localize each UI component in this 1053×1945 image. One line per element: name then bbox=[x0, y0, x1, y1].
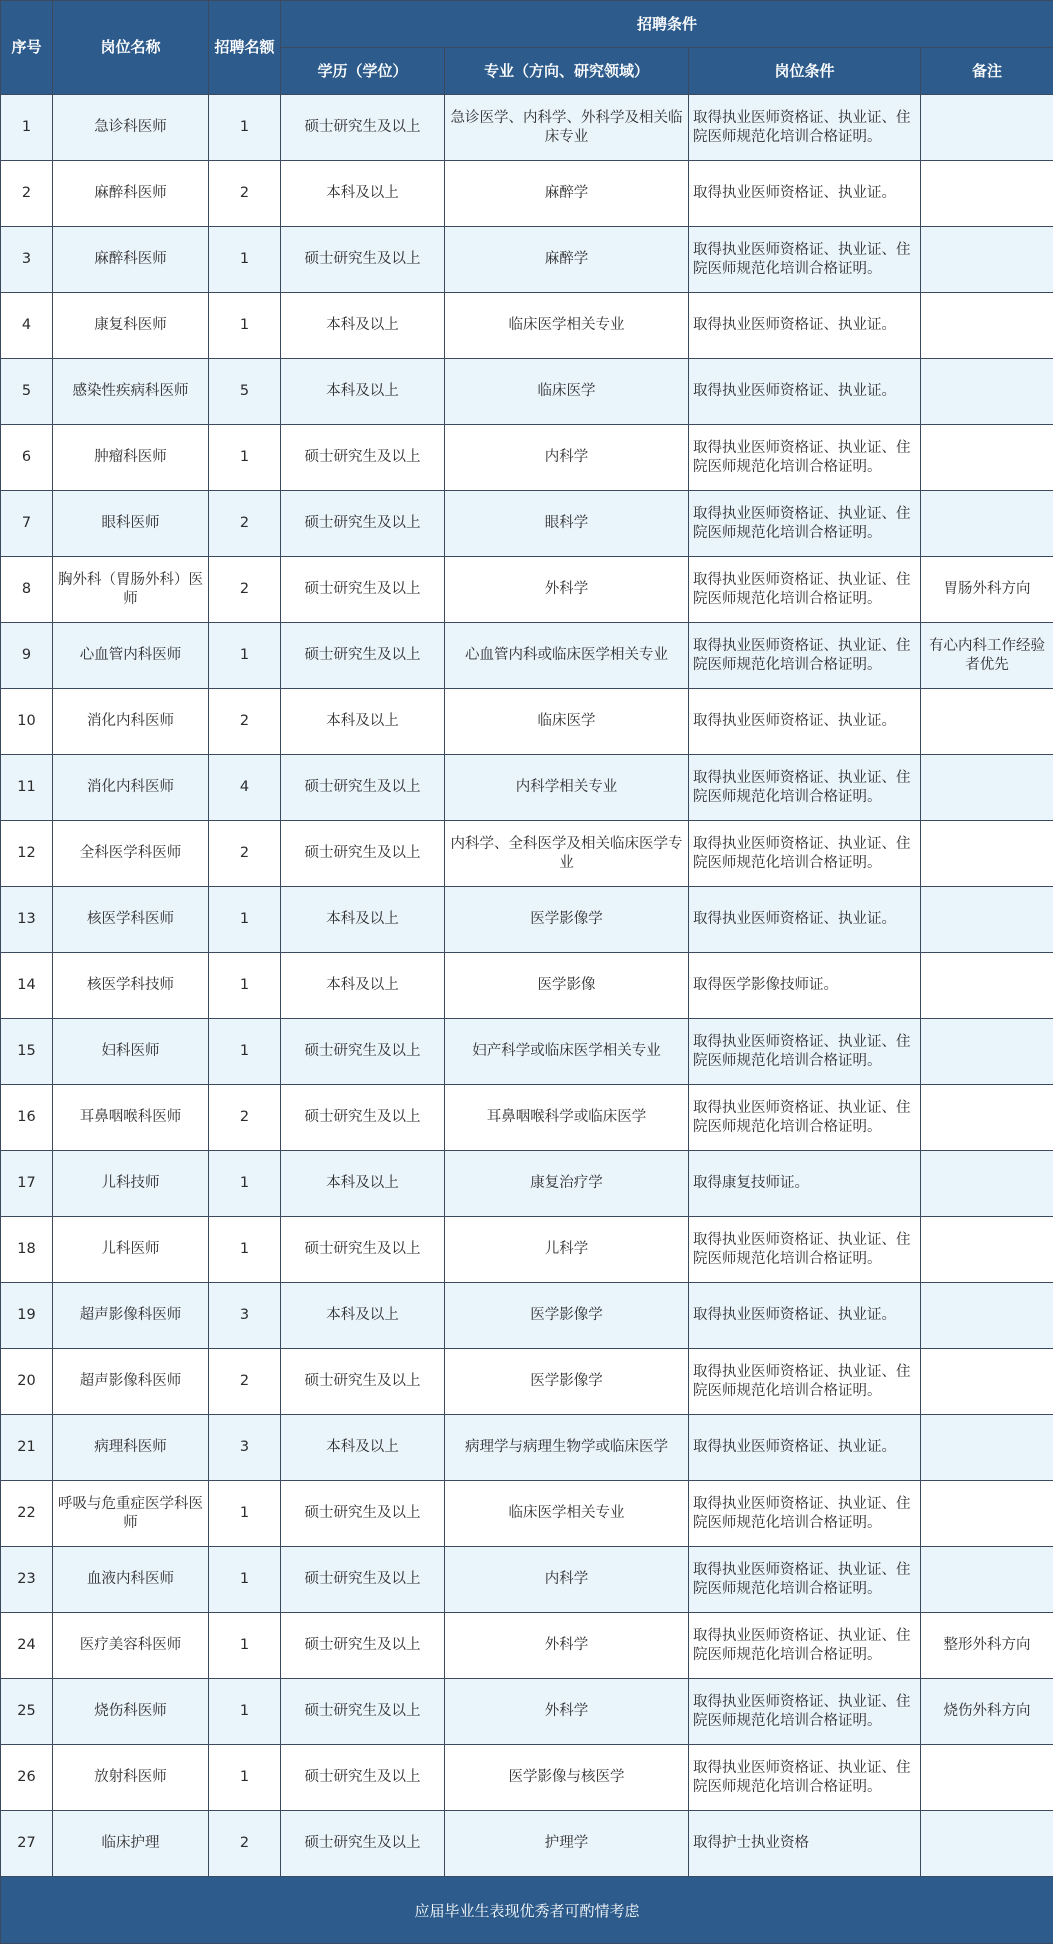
cell-req: 取得执业医师资格证、执业证、住院医师规范化培训合格证明。 bbox=[689, 1547, 921, 1613]
cell-remark bbox=[921, 1151, 1053, 1217]
cell-req: 取得执业医师资格证、执业证、住院医师规范化培训合格证明。 bbox=[689, 623, 921, 689]
cell-quota: 1 bbox=[209, 1547, 281, 1613]
table-row bbox=[1, 227, 1053, 293]
cell-remark bbox=[921, 821, 1053, 887]
cell-degree: 硕士研究生及以上 bbox=[281, 1019, 445, 1085]
cell-name: 感染性疾病科医师 bbox=[53, 359, 209, 425]
header-major: 专业（方向、研究领域） bbox=[445, 48, 689, 95]
cell-name: 血液内科医师 bbox=[53, 1547, 209, 1613]
cell-major: 急诊医学、内科学、外科学及相关临床专业 bbox=[445, 95, 689, 161]
cell-major: 麻醉学 bbox=[445, 161, 689, 227]
cell-major: 护理学 bbox=[445, 1811, 689, 1877]
cell-quota: 2 bbox=[209, 821, 281, 887]
cell-quota: 1 bbox=[209, 953, 281, 1019]
table-row bbox=[1, 755, 1053, 821]
cell-name: 妇科医师 bbox=[53, 1019, 209, 1085]
cell-name: 肿瘤科医师 bbox=[53, 425, 209, 491]
cell-quota: 2 bbox=[209, 557, 281, 623]
cell-remark bbox=[921, 755, 1053, 821]
cell-req: 取得执业医师资格证、执业证、住院医师规范化培训合格证明。 bbox=[689, 227, 921, 293]
cell-quota: 2 bbox=[209, 161, 281, 227]
cell-no: 23 bbox=[1, 1547, 53, 1613]
cell-req: 取得医学影像技师证。 bbox=[689, 953, 921, 1019]
cell-no: 9 bbox=[1, 623, 53, 689]
cell-major: 医学影像学 bbox=[445, 887, 689, 953]
header-req: 岗位条件 bbox=[689, 48, 921, 95]
cell-req: 取得执业医师资格证、执业证、住院医师规范化培训合格证明。 bbox=[689, 1679, 921, 1745]
cell-name: 麻醉科医师 bbox=[53, 227, 209, 293]
cell-quota: 1 bbox=[209, 623, 281, 689]
cell-name: 消化内科医师 bbox=[53, 755, 209, 821]
cell-quota: 1 bbox=[209, 1679, 281, 1745]
cell-major: 妇产科学或临床医学相关专业 bbox=[445, 1019, 689, 1085]
cell-degree: 硕士研究生及以上 bbox=[281, 1481, 445, 1547]
cell-no: 12 bbox=[1, 821, 53, 887]
header-remark: 备注 bbox=[921, 48, 1053, 95]
cell-remark bbox=[921, 425, 1053, 491]
cell-no: 3 bbox=[1, 227, 53, 293]
cell-degree: 硕士研究生及以上 bbox=[281, 491, 445, 557]
cell-no: 16 bbox=[1, 1085, 53, 1151]
cell-no: 17 bbox=[1, 1151, 53, 1217]
table-row bbox=[1, 95, 1053, 161]
cell-req: 取得执业医师资格证、执业证、住院医师规范化培训合格证明。 bbox=[689, 425, 921, 491]
table-row bbox=[1, 1811, 1053, 1877]
header-no: 序号 bbox=[1, 1, 53, 95]
table-row bbox=[1, 293, 1053, 359]
cell-req: 取得执业医师资格证、执业证。 bbox=[689, 689, 921, 755]
table-row bbox=[1, 1085, 1053, 1151]
cell-degree: 硕士研究生及以上 bbox=[281, 821, 445, 887]
cell-req: 取得执业医师资格证、执业证、住院医师规范化培训合格证明。 bbox=[689, 95, 921, 161]
table-row bbox=[1, 1481, 1053, 1547]
cell-quota: 1 bbox=[209, 1019, 281, 1085]
cell-req: 取得执业医师资格证、执业证、住院医师规范化培训合格证明。 bbox=[689, 755, 921, 821]
cell-req: 取得执业医师资格证、执业证、住院医师规范化培训合格证明。 bbox=[689, 1613, 921, 1679]
table-row bbox=[1, 1547, 1053, 1613]
cell-remark: 胃肠外科方向 bbox=[921, 557, 1053, 623]
table-row bbox=[1, 359, 1053, 425]
cell-no: 8 bbox=[1, 557, 53, 623]
cell-remark bbox=[921, 1415, 1053, 1481]
cell-name: 心血管内科医师 bbox=[53, 623, 209, 689]
table-row bbox=[1, 1019, 1053, 1085]
cell-degree: 本科及以上 bbox=[281, 161, 445, 227]
cell-major: 外科学 bbox=[445, 1613, 689, 1679]
cell-no: 22 bbox=[1, 1481, 53, 1547]
cell-no: 18 bbox=[1, 1217, 53, 1283]
cell-degree: 硕士研究生及以上 bbox=[281, 1349, 445, 1415]
table-row bbox=[1, 491, 1053, 557]
cell-quota: 2 bbox=[209, 1349, 281, 1415]
cell-req: 取得执业医师资格证、执业证、住院医师规范化培训合格证明。 bbox=[689, 1745, 921, 1811]
table-row bbox=[1, 1679, 1053, 1745]
table-row bbox=[1, 425, 1053, 491]
cell-no: 1 bbox=[1, 95, 53, 161]
table-row bbox=[1, 1151, 1053, 1217]
cell-remark bbox=[921, 491, 1053, 557]
cell-no: 6 bbox=[1, 425, 53, 491]
cell-quota: 3 bbox=[209, 1415, 281, 1481]
cell-req: 取得执业医师资格证、执业证。 bbox=[689, 1283, 921, 1349]
cell-remark: 烧伤外科方向 bbox=[921, 1679, 1053, 1745]
cell-req: 取得执业医师资格证、执业证、住院医师规范化培训合格证明。 bbox=[689, 491, 921, 557]
cell-degree: 硕士研究生及以上 bbox=[281, 1679, 445, 1745]
cell-req: 取得执业医师资格证、执业证、住院医师规范化培训合格证明。 bbox=[689, 1481, 921, 1547]
header-quota: 招聘名额 bbox=[209, 1, 281, 95]
cell-major: 临床医学相关专业 bbox=[445, 293, 689, 359]
cell-quota: 4 bbox=[209, 755, 281, 821]
cell-degree: 硕士研究生及以上 bbox=[281, 95, 445, 161]
cell-req: 取得执业医师资格证、执业证。 bbox=[689, 359, 921, 425]
cell-degree: 本科及以上 bbox=[281, 1415, 445, 1481]
cell-name: 康复科医师 bbox=[53, 293, 209, 359]
cell-degree: 本科及以上 bbox=[281, 689, 445, 755]
cell-degree: 本科及以上 bbox=[281, 953, 445, 1019]
cell-no: 20 bbox=[1, 1349, 53, 1415]
cell-no: 27 bbox=[1, 1811, 53, 1877]
cell-name: 急诊科医师 bbox=[53, 95, 209, 161]
cell-quota: 1 bbox=[209, 1745, 281, 1811]
cell-remark bbox=[921, 1745, 1053, 1811]
cell-major: 耳鼻咽喉科学或临床医学 bbox=[445, 1085, 689, 1151]
cell-no: 5 bbox=[1, 359, 53, 425]
cell-major: 临床医学相关专业 bbox=[445, 1481, 689, 1547]
table-row bbox=[1, 623, 1053, 689]
cell-no: 7 bbox=[1, 491, 53, 557]
cell-remark: 整形外科方向 bbox=[921, 1613, 1053, 1679]
cell-no: 11 bbox=[1, 755, 53, 821]
cell-degree: 硕士研究生及以上 bbox=[281, 755, 445, 821]
cell-remark: 有心内科工作经验者优先 bbox=[921, 623, 1053, 689]
cell-no: 21 bbox=[1, 1415, 53, 1481]
cell-degree: 硕士研究生及以上 bbox=[281, 1613, 445, 1679]
cell-name: 超声影像科医师 bbox=[53, 1349, 209, 1415]
cell-major: 儿科学 bbox=[445, 1217, 689, 1283]
cell-req: 取得执业医师资格证、执业证。 bbox=[689, 1415, 921, 1481]
cell-quota: 1 bbox=[209, 227, 281, 293]
cell-name: 眼科医师 bbox=[53, 491, 209, 557]
header-name: 岗位名称 bbox=[53, 1, 209, 95]
cell-degree: 硕士研究生及以上 bbox=[281, 623, 445, 689]
cell-req: 取得护士执业资格 bbox=[689, 1811, 921, 1877]
cell-degree: 硕士研究生及以上 bbox=[281, 1745, 445, 1811]
table-row bbox=[1, 161, 1053, 227]
table-row bbox=[1, 821, 1053, 887]
cell-quota: 2 bbox=[209, 1811, 281, 1877]
cell-remark bbox=[921, 887, 1053, 953]
cell-name: 儿科技师 bbox=[53, 1151, 209, 1217]
table-row bbox=[1, 1745, 1053, 1811]
table-row bbox=[1, 1415, 1053, 1481]
cell-major: 病理学与病理生物学或临床医学 bbox=[445, 1415, 689, 1481]
cell-quota: 1 bbox=[209, 1613, 281, 1679]
table-row bbox=[1, 1349, 1053, 1415]
cell-quota: 1 bbox=[209, 1217, 281, 1283]
cell-remark bbox=[921, 1811, 1053, 1877]
cell-quota: 1 bbox=[209, 425, 281, 491]
cell-degree: 本科及以上 bbox=[281, 887, 445, 953]
cell-no: 19 bbox=[1, 1283, 53, 1349]
footer-note: 应届毕业生表现优秀者可酌情考虑 bbox=[1, 1877, 1053, 1944]
cell-no: 24 bbox=[1, 1613, 53, 1679]
cell-degree: 本科及以上 bbox=[281, 1151, 445, 1217]
cell-req: 取得执业医师资格证、执业证、住院医师规范化培训合格证明。 bbox=[689, 1349, 921, 1415]
cell-name: 超声影像科医师 bbox=[53, 1283, 209, 1349]
cell-major: 医学影像与核医学 bbox=[445, 1745, 689, 1811]
cell-remark bbox=[921, 1019, 1053, 1085]
cell-no: 10 bbox=[1, 689, 53, 755]
cell-remark bbox=[921, 95, 1053, 161]
cell-major: 内科学 bbox=[445, 1547, 689, 1613]
cell-remark bbox=[921, 1481, 1053, 1547]
header-degree: 学历（学位） bbox=[281, 48, 445, 95]
table-body bbox=[1, 95, 1053, 1877]
cell-quota: 1 bbox=[209, 887, 281, 953]
cell-name: 耳鼻咽喉科医师 bbox=[53, 1085, 209, 1151]
cell-req: 取得执业医师资格证、执业证。 bbox=[689, 887, 921, 953]
table-row bbox=[1, 1613, 1053, 1679]
cell-quota: 2 bbox=[209, 689, 281, 755]
cell-degree: 硕士研究生及以上 bbox=[281, 1085, 445, 1151]
cell-name: 核医学科医师 bbox=[53, 887, 209, 953]
table-row bbox=[1, 1217, 1053, 1283]
cell-no: 15 bbox=[1, 1019, 53, 1085]
cell-name: 医疗美容科医师 bbox=[53, 1613, 209, 1679]
cell-major: 外科学 bbox=[445, 557, 689, 623]
cell-req: 取得执业医师资格证、执业证、住院医师规范化培训合格证明。 bbox=[689, 557, 921, 623]
cell-major: 内科学相关专业 bbox=[445, 755, 689, 821]
cell-major: 眼科学 bbox=[445, 491, 689, 557]
cell-remark bbox=[921, 1283, 1053, 1349]
header-conditions: 招聘条件 bbox=[281, 1, 1053, 48]
cell-no: 26 bbox=[1, 1745, 53, 1811]
cell-name: 麻醉科医师 bbox=[53, 161, 209, 227]
cell-req: 取得执业医师资格证、执业证、住院医师规范化培训合格证明。 bbox=[689, 1019, 921, 1085]
cell-name: 消化内科医师 bbox=[53, 689, 209, 755]
cell-name: 放射科医师 bbox=[53, 1745, 209, 1811]
cell-no: 13 bbox=[1, 887, 53, 953]
cell-remark bbox=[921, 1547, 1053, 1613]
cell-degree: 硕士研究生及以上 bbox=[281, 1217, 445, 1283]
cell-degree: 本科及以上 bbox=[281, 359, 445, 425]
cell-req: 取得执业医师资格证、执业证。 bbox=[689, 293, 921, 359]
cell-no: 25 bbox=[1, 1679, 53, 1745]
cell-name: 烧伤科医师 bbox=[53, 1679, 209, 1745]
cell-name: 临床护理 bbox=[53, 1811, 209, 1877]
cell-name: 胸外科（胃肠外科）医师 bbox=[53, 557, 209, 623]
cell-major: 内科学 bbox=[445, 425, 689, 491]
cell-no: 14 bbox=[1, 953, 53, 1019]
cell-major: 临床医学 bbox=[445, 359, 689, 425]
cell-degree: 硕士研究生及以上 bbox=[281, 1811, 445, 1877]
cell-major: 康复治疗学 bbox=[445, 1151, 689, 1217]
cell-remark bbox=[921, 227, 1053, 293]
cell-remark bbox=[921, 293, 1053, 359]
cell-quota: 1 bbox=[209, 1151, 281, 1217]
table-row bbox=[1, 557, 1053, 623]
cell-degree: 本科及以上 bbox=[281, 1283, 445, 1349]
cell-quota: 2 bbox=[209, 491, 281, 557]
table-row bbox=[1, 689, 1053, 755]
cell-degree: 本科及以上 bbox=[281, 293, 445, 359]
cell-major: 临床医学 bbox=[445, 689, 689, 755]
cell-name: 全科医学科医师 bbox=[53, 821, 209, 887]
cell-major: 心血管内科或临床医学相关专业 bbox=[445, 623, 689, 689]
cell-name: 儿科医师 bbox=[53, 1217, 209, 1283]
cell-name: 核医学科技师 bbox=[53, 953, 209, 1019]
cell-degree: 硕士研究生及以上 bbox=[281, 1547, 445, 1613]
cell-no: 2 bbox=[1, 161, 53, 227]
cell-major: 医学影像 bbox=[445, 953, 689, 1019]
cell-req: 取得执业医师资格证、执业证。 bbox=[689, 161, 921, 227]
cell-req: 取得执业医师资格证、执业证、住院医师规范化培训合格证明。 bbox=[689, 1217, 921, 1283]
cell-req: 取得执业医师资格证、执业证、住院医师规范化培训合格证明。 bbox=[689, 1085, 921, 1151]
cell-major: 医学影像学 bbox=[445, 1349, 689, 1415]
cell-degree: 硕士研究生及以上 bbox=[281, 425, 445, 491]
cell-quota: 2 bbox=[209, 1085, 281, 1151]
cell-quota: 1 bbox=[209, 95, 281, 161]
cell-no: 4 bbox=[1, 293, 53, 359]
cell-major: 医学影像学 bbox=[445, 1283, 689, 1349]
cell-major: 外科学 bbox=[445, 1679, 689, 1745]
cell-remark bbox=[921, 1349, 1053, 1415]
cell-remark bbox=[921, 359, 1053, 425]
cell-remark bbox=[921, 161, 1053, 227]
cell-name: 呼吸与危重症医学科医师 bbox=[53, 1481, 209, 1547]
cell-degree: 硕士研究生及以上 bbox=[281, 227, 445, 293]
cell-remark bbox=[921, 953, 1053, 1019]
table-row bbox=[1, 887, 1053, 953]
cell-quota: 1 bbox=[209, 293, 281, 359]
cell-remark bbox=[921, 1085, 1053, 1151]
cell-req: 取得执业医师资格证、执业证、住院医师规范化培训合格证明。 bbox=[689, 821, 921, 887]
cell-major: 内科学、全科医学及相关临床医学专业 bbox=[445, 821, 689, 887]
table-row bbox=[1, 1283, 1053, 1349]
cell-remark bbox=[921, 1217, 1053, 1283]
cell-quota: 5 bbox=[209, 359, 281, 425]
cell-name: 病理科医师 bbox=[53, 1415, 209, 1481]
cell-quota: 1 bbox=[209, 1481, 281, 1547]
table-row bbox=[1, 953, 1053, 1019]
cell-major: 麻醉学 bbox=[445, 227, 689, 293]
cell-remark bbox=[921, 689, 1053, 755]
cell-quota: 3 bbox=[209, 1283, 281, 1349]
cell-degree: 硕士研究生及以上 bbox=[281, 557, 445, 623]
cell-req: 取得康复技师证。 bbox=[689, 1151, 921, 1217]
